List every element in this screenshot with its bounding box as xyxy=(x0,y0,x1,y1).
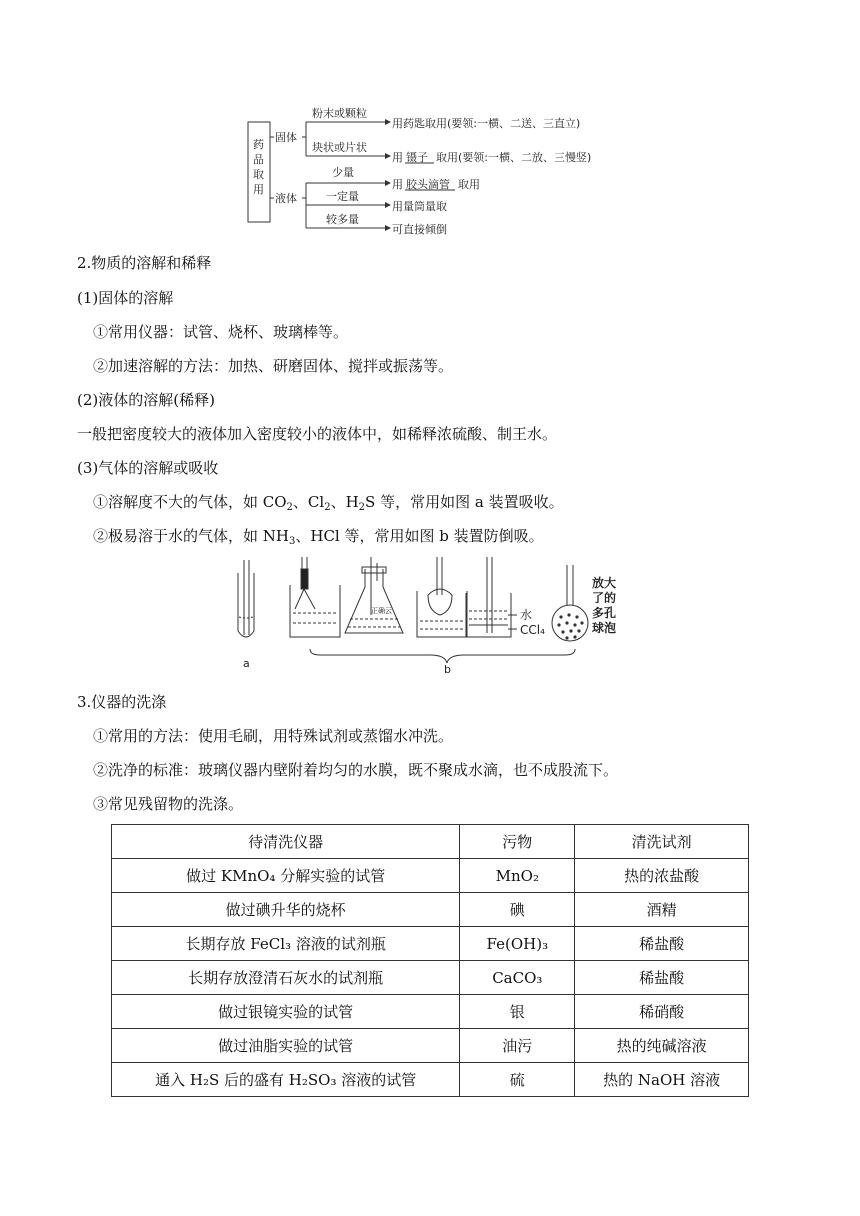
table-row xyxy=(112,961,749,995)
section-2-sub-3: (3)气体的溶解或吸收 xyxy=(77,459,219,477)
table-cell: MnO₂ xyxy=(460,859,575,893)
flow-powder: 粉末或颗粒 xyxy=(312,107,367,120)
section-2-sub-1: (1)固体的溶解 xyxy=(77,289,174,307)
section-3-text: ③常见残留物的洗涤。 xyxy=(93,795,244,813)
table-cell: 做过碘升华的烧杯 xyxy=(112,893,460,927)
table-cell: 稀盐酸 xyxy=(575,961,749,995)
section-3-text: ②洗净的标准：玻璃仪器内壁附着均匀的水膜，既不聚成水滴，也不成股流下。 xyxy=(93,761,619,779)
table-cell: 碘 xyxy=(460,893,575,927)
flow-block: 块状或片状 xyxy=(312,141,367,154)
table-cell: 稀盐酸 xyxy=(575,927,749,961)
flow-root-char: 用 xyxy=(253,183,264,196)
table-row xyxy=(112,893,749,927)
apparatus-figure xyxy=(225,555,635,673)
flow-powder-result: 用药匙取用(要领:一横、二送、三直立) xyxy=(392,117,581,130)
label-water: 水 xyxy=(520,608,533,622)
table-cell: 做过油脂实验的试管 xyxy=(112,1029,460,1063)
table-row xyxy=(112,1029,749,1063)
flow-small-result-tool: 胶头滴管 xyxy=(406,178,450,191)
table-cell: 热的纯碱溶液 xyxy=(575,1029,749,1063)
section-2-text: ②加速溶解的方法：加热、研磨固体、搅拌或振荡等。 xyxy=(93,357,454,375)
flow-block-result-pre: 用 xyxy=(392,151,403,164)
flow-liquid: 液体 xyxy=(275,192,297,205)
reagent-flow-diagram xyxy=(240,100,630,240)
table-cell: 热的 NaOH 溶液 xyxy=(575,1063,749,1097)
flow-block-result-post: 取用(要领:一横、二放、三慢竖) xyxy=(436,151,592,164)
magnify-label: 多孔 xyxy=(592,606,617,620)
section-2-heading: 2.物质的溶解和稀释 xyxy=(77,254,212,272)
washing-table xyxy=(111,824,749,1097)
section-2-text: ①常用仪器：试管、烧杯、玻璃棒等。 xyxy=(93,323,349,341)
flow-large: 较多量 xyxy=(326,213,359,226)
flow-solid: 固体 xyxy=(275,131,297,144)
section-3-heading: 3.仪器的洗涤 xyxy=(77,693,167,711)
table-cell: 通入 H₂S 后的盛有 H₂SO₃ 溶液的试管 xyxy=(112,1063,460,1097)
flow-small-result-pre: 用 xyxy=(392,178,403,191)
flow-root-char: 取 xyxy=(253,168,264,181)
table-header: 清洗试剂 xyxy=(575,825,749,859)
table-row xyxy=(112,927,749,961)
table-cell: 油污 xyxy=(460,1029,575,1063)
table-row xyxy=(112,995,749,1029)
table-cell: 酒精 xyxy=(575,893,749,927)
table-cell: 做过银镜实验的试管 xyxy=(112,995,460,1029)
table-cell: 硫 xyxy=(460,1063,575,1097)
magnify-label: 放大 xyxy=(592,576,617,590)
flow-small-result-post: 取用 xyxy=(458,178,480,191)
gas-absorb-text: ①溶解度不大的气体，如 $CO_2$、$Cl_2$、$H_2S$ 等，常用如图 a 装置吸收。 xyxy=(93,493,564,513)
figure-label-a: a xyxy=(243,657,250,670)
table-cell: CaCO₃ xyxy=(460,961,575,995)
table-cell: 长期存放 FeCl₃ 溶液的试剂瓶 xyxy=(112,927,460,961)
label-ccl4: CCl₄ xyxy=(520,623,545,637)
table-row xyxy=(112,859,749,893)
figure-label-b: b xyxy=(444,663,451,673)
flow-root-char: 品 xyxy=(253,153,264,166)
flow-root-char: 药 xyxy=(253,138,264,151)
table-header: 待清洗仪器 xyxy=(112,825,460,859)
table-header-row xyxy=(112,825,749,859)
table-cell: 长期存放澄清石灰水的试剂瓶 xyxy=(112,961,460,995)
table-header: 污物 xyxy=(460,825,575,859)
section-3-text: ①常用的方法：使用毛刷，用特殊试剂或蒸馏水冲洗。 xyxy=(93,727,454,745)
table-cell: 热的浓盐酸 xyxy=(575,859,749,893)
flow-small: 少量 xyxy=(332,166,354,179)
table-cell: 稀硝酸 xyxy=(575,995,749,1029)
magnify-label: 了的 xyxy=(592,591,617,605)
table-row xyxy=(112,1063,749,1097)
table-cell: 银 xyxy=(460,995,575,1029)
flow-fixed: 一定量 xyxy=(326,190,359,203)
section-2-text: 一般把密度较大的液体加入密度较小的液体中，如稀释浓硫酸、制王水。 xyxy=(77,425,558,443)
flow-large-result: 可直接倾倒 xyxy=(392,223,447,236)
flow-block-result-tool: 镊子 xyxy=(406,151,428,164)
watermark-text: 正确云 xyxy=(371,607,392,615)
anti-suckback-text: ②极易溶于水的气体，如 $NH_3$、HCl 等，常用如图 b 装置防倒吸。 xyxy=(93,527,544,547)
magnify-label: 球泡 xyxy=(592,621,617,635)
table-cell: Fe(OH)₃ xyxy=(460,927,575,961)
table-cell: 做过 KMnO₄ 分解实验的试管 xyxy=(112,859,460,893)
flow-fixed-result: 用量筒量取 xyxy=(392,200,447,213)
section-2-sub-2: (2)液体的溶解(稀释) xyxy=(77,391,215,409)
